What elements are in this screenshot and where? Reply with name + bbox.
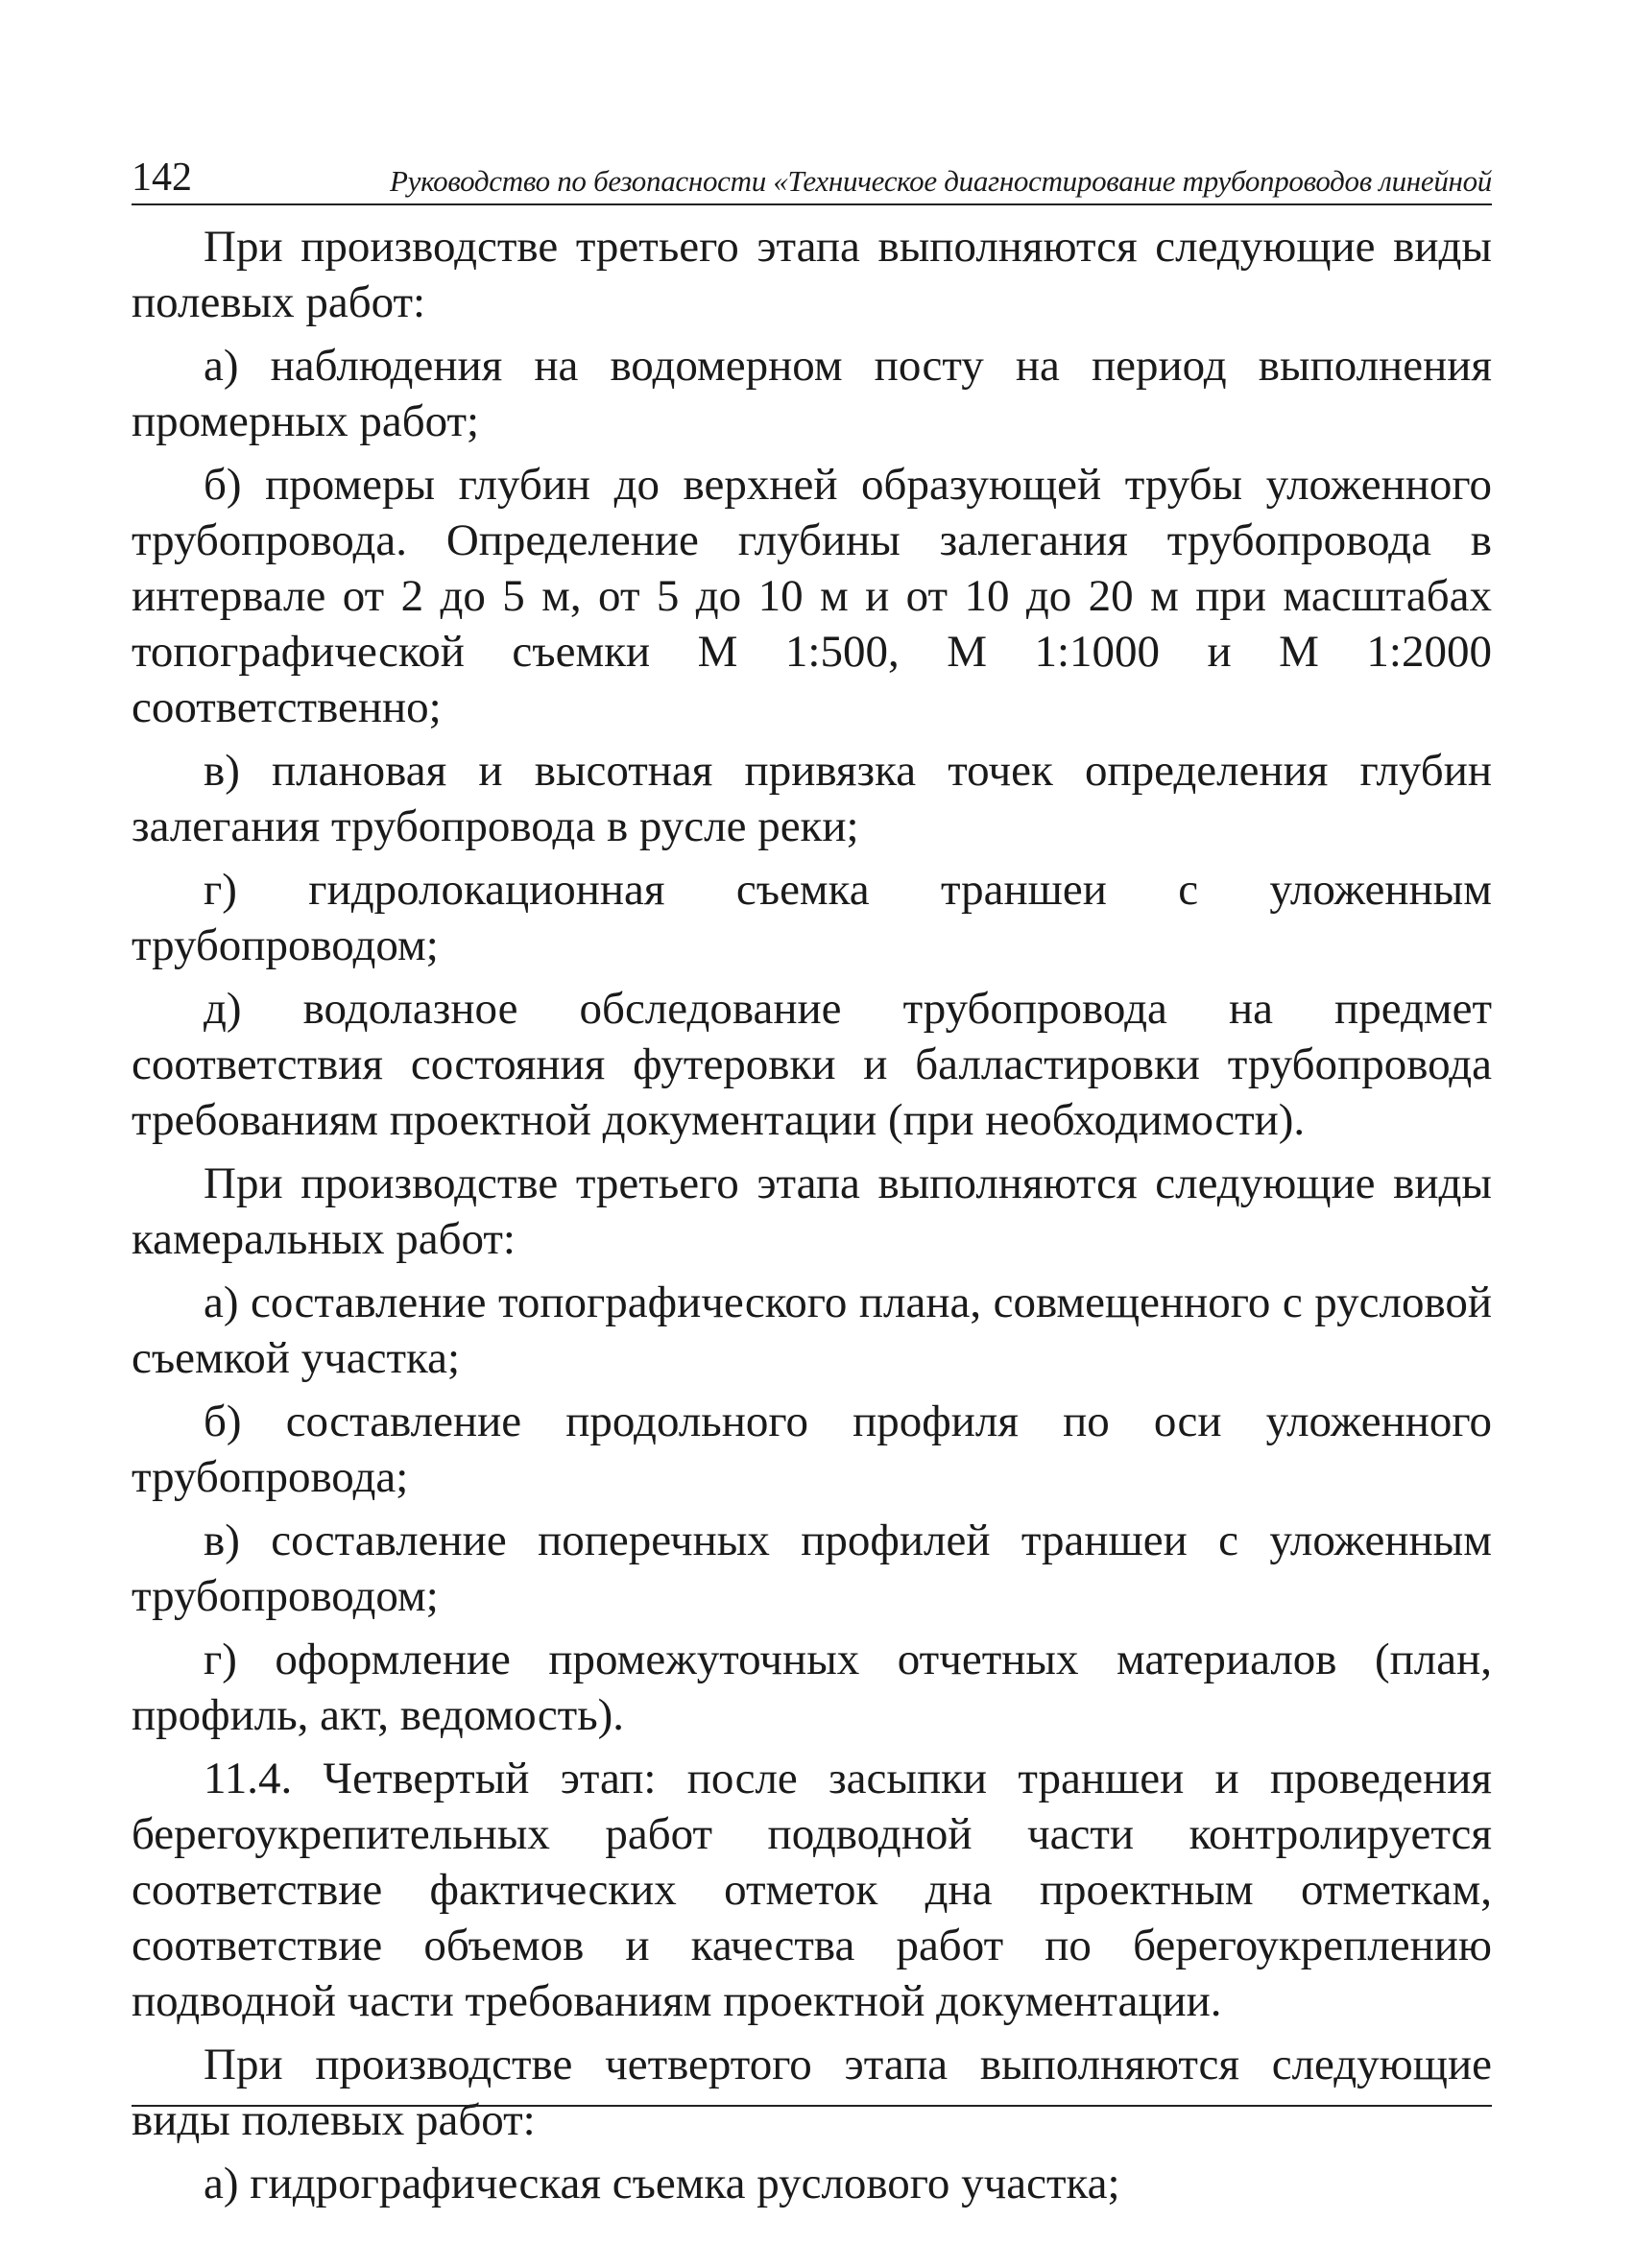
list-item: а) гидрографическая съемка руслового участка; — [204, 2159, 1120, 2208]
list-item: г) оформление промежуточных отчетных материалов (план, профиль, акт, ведомость). — [132, 1635, 1492, 1740]
paragraph: При производстве четвертого этапа выполняются следующие виды полевых работ: — [132, 2040, 1492, 2145]
paragraph: При производстве третьего этапа выполняются следующие виды камеральных работ: — [132, 1158, 1492, 1264]
list-item: в) составление поперечных профилей траншеи с уложенным трубопроводом; — [132, 1516, 1492, 1621]
section-paragraph: 11.4. Четвертый этап: после засыпки траншеи и проведения берегоукрепительных работ подводной части контролируется соответствие фактических отметок дна проектным отметкам, соответствие объемов и качества работ по берегоукреплению подводной части требованиям проектной документации. — [132, 1754, 1492, 2026]
list-item: б) промеры глубин до верхней образующей трубы уложенного трубопровода. Определение глубины залегания трубопровода в интервале от 2 до 5 м, от 5 до 10 м и от 10 до 20 м при масштабах топографической съемки М 1:500, М 1:1000 и М 1:2000 соответственно; — [132, 460, 1492, 732]
list-item: г) гидролокационная съемка траншеи с уложенным трубопроводом; — [132, 865, 1492, 970]
list-item: д) водолазное обследование трубопровода на предмет соответствия состояния футеровки и балластировки трубопровода требованиям проектной документации (при необходимости). — [132, 984, 1492, 1145]
body-text — [132, 219, 1492, 2219]
running-title: Руководство по безопасности «Техническое диагностирование трубопроводов линейной — [390, 164, 1492, 198]
list-item: б) составление продольного профиля по оси уложенного трубопровода; — [132, 1397, 1492, 1502]
bottom-divider — [132, 2105, 1492, 2107]
list-item: в) плановая и высотная привязка точек определения глубин залегания трубопровода в русле реки; — [132, 746, 1492, 851]
list-item: а) наблюдения на водомерном посту на период выполнения промерных работ; — [132, 341, 1492, 446]
list-item: а) составление топографического плана, совмещенного с русловой съемкой участка; — [132, 1277, 1492, 1383]
running-header — [132, 144, 1492, 205]
paragraph: При производстве третьего этапа выполняются следующие виды полевых работ: — [132, 222, 1492, 327]
page-number: 142 — [132, 155, 192, 200]
